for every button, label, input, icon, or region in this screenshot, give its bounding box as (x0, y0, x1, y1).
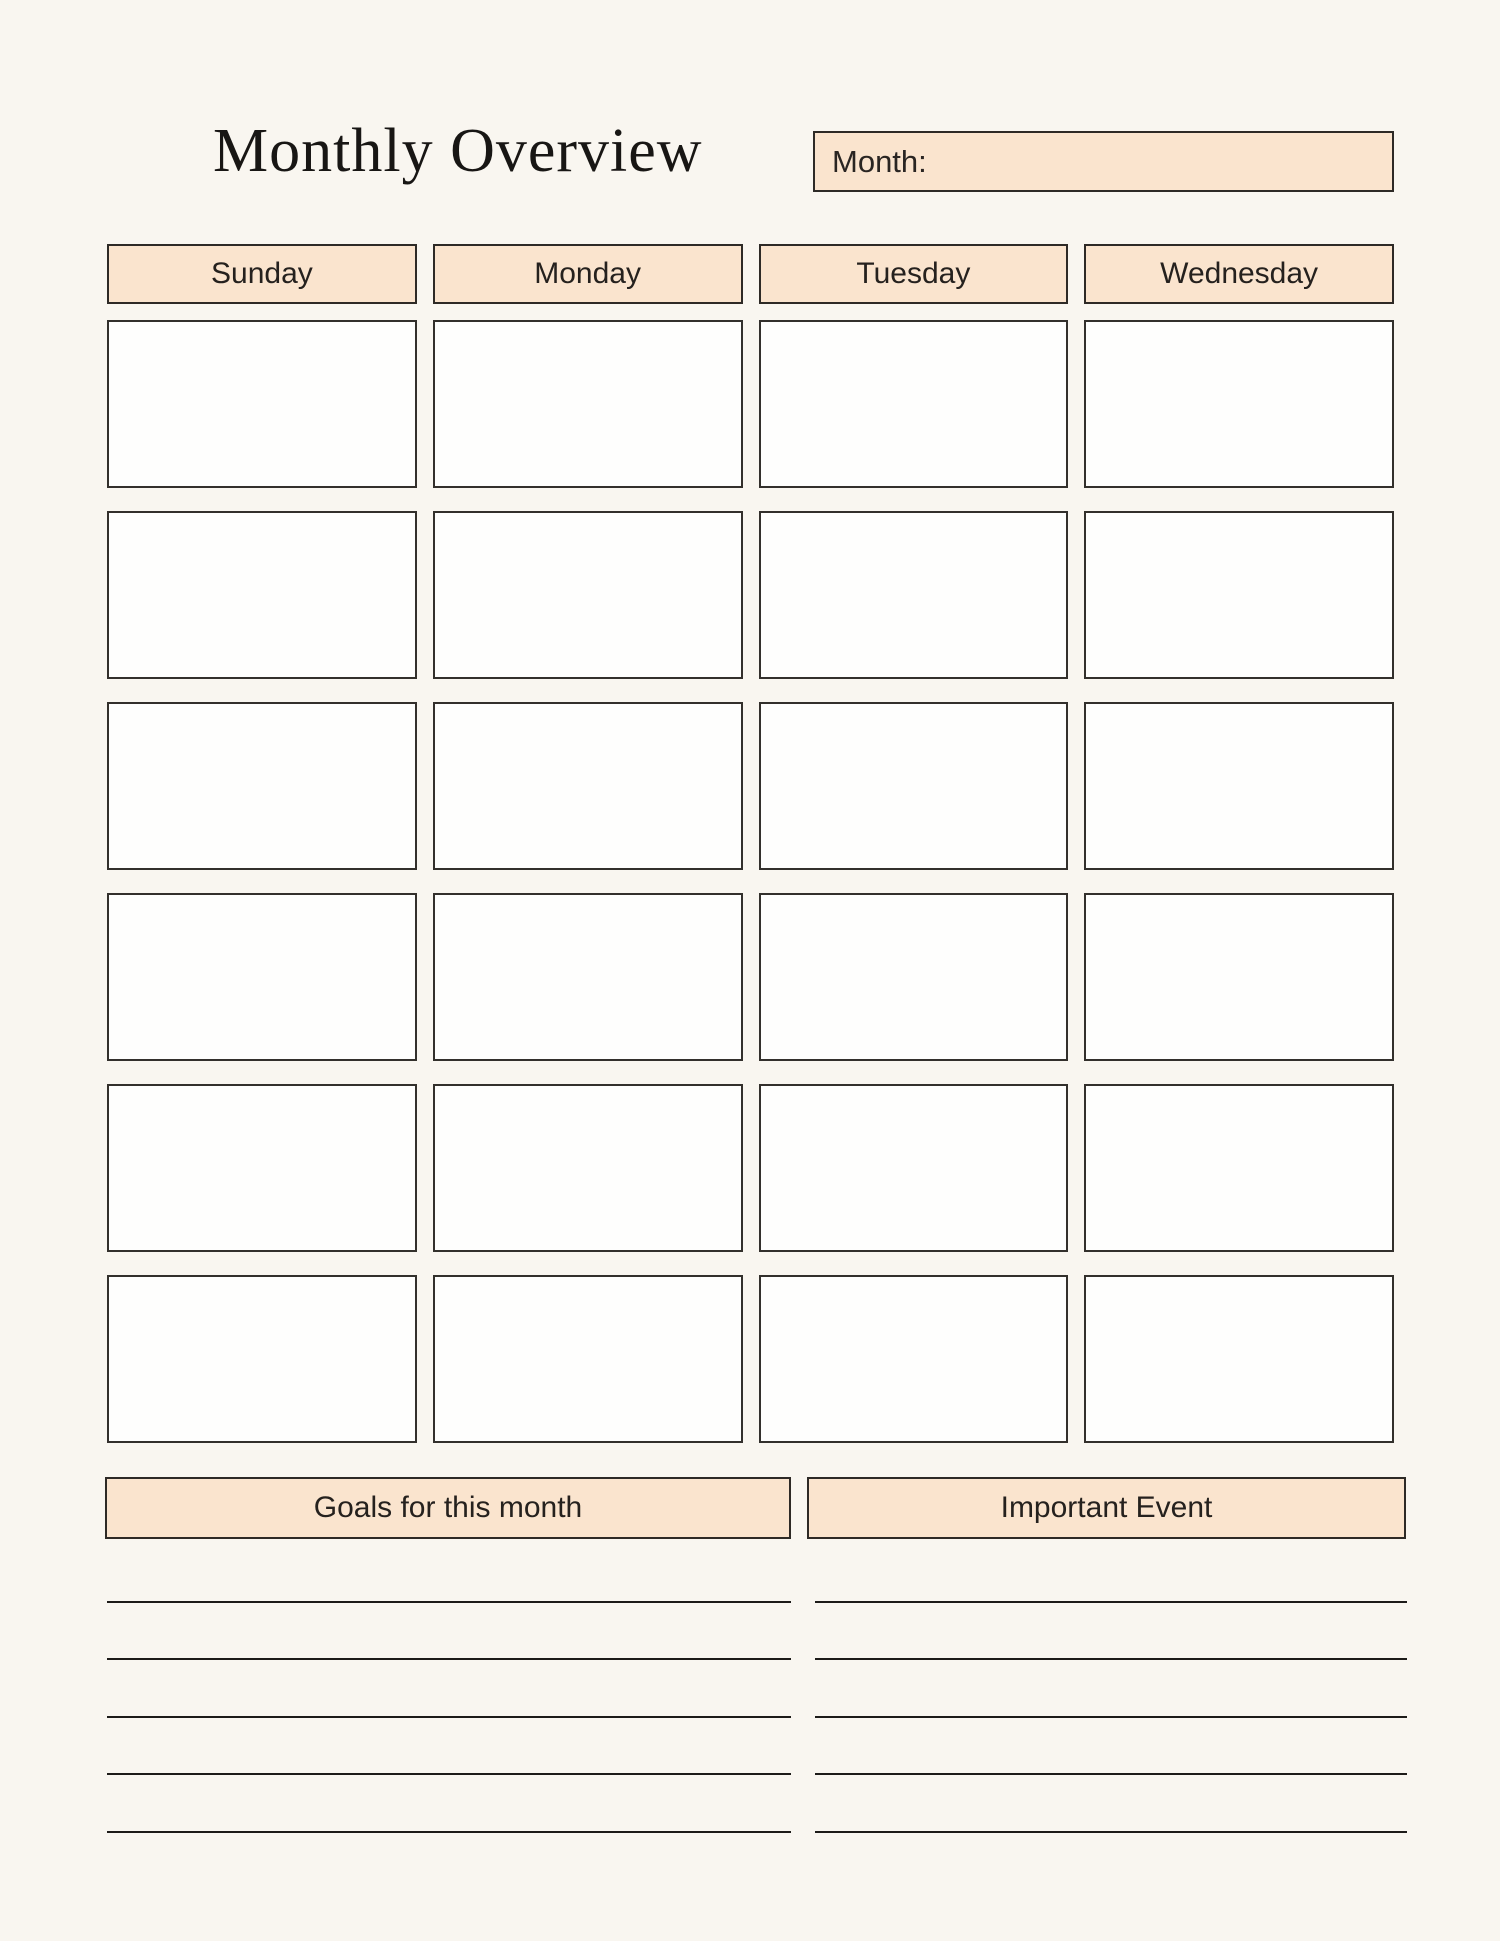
month-input-box[interactable] (813, 131, 1394, 192)
goals-section-title: Goals for this month (313, 1491, 583, 1524)
month-label: Month: (832, 143, 927, 179)
calendar-cell[interactable] (107, 1275, 417, 1443)
day-header-wednesday: Wednesday (1084, 244, 1394, 304)
calendar-cell[interactable] (107, 320, 417, 488)
events-lines (815, 1545, 1407, 1833)
goal-line[interactable] (107, 1603, 791, 1661)
calendar-cell[interactable] (759, 1275, 1069, 1443)
event-line[interactable] (815, 1603, 1407, 1661)
goal-line[interactable] (107, 1718, 791, 1776)
calendar-cell[interactable] (107, 1084, 417, 1252)
goals-lines (107, 1545, 791, 1833)
calendar-cell[interactable] (1084, 702, 1394, 870)
calendar-cell[interactable] (433, 511, 743, 679)
calendar-cell[interactable] (759, 1084, 1069, 1252)
event-line[interactable] (815, 1545, 1407, 1603)
calendar-cell[interactable] (433, 702, 743, 870)
calendar-cell[interactable] (433, 1084, 743, 1252)
day-header-tuesday: Tuesday (759, 244, 1069, 304)
day-header-monday: Monday (433, 244, 743, 304)
goal-line[interactable] (107, 1545, 791, 1603)
calendar-cell[interactable] (1084, 320, 1394, 488)
calendar-grid (107, 320, 1394, 1443)
calendar-cell[interactable] (107, 511, 417, 679)
event-line[interactable] (815, 1660, 1407, 1718)
calendar-cell[interactable] (433, 320, 743, 488)
goal-line[interactable] (107, 1660, 791, 1718)
day-header-row (107, 244, 1394, 304)
calendar-cell[interactable] (759, 511, 1069, 679)
calendar-cell[interactable] (1084, 1084, 1394, 1252)
calendar-cell[interactable] (1084, 893, 1394, 1061)
calendar-cell[interactable] (107, 893, 417, 1061)
calendar-cell[interactable] (1084, 1275, 1394, 1443)
event-line[interactable] (815, 1775, 1407, 1833)
day-header-sunday: Sunday (107, 244, 417, 304)
calendar-cell[interactable] (107, 702, 417, 870)
goal-line[interactable] (107, 1775, 791, 1833)
calendar-cell[interactable] (759, 702, 1069, 870)
page-title: Monthly Overview (213, 117, 703, 185)
calendar-cell[interactable] (759, 893, 1069, 1061)
calendar-cell[interactable] (759, 320, 1069, 488)
calendar-cell[interactable] (433, 1275, 743, 1443)
calendar-cell[interactable] (433, 893, 743, 1061)
events-section-title: Important Event (1000, 1491, 1213, 1524)
events-section-header (807, 1477, 1406, 1539)
event-line[interactable] (815, 1718, 1407, 1776)
goals-section-header (105, 1477, 791, 1539)
calendar-cell[interactable] (1084, 511, 1394, 679)
